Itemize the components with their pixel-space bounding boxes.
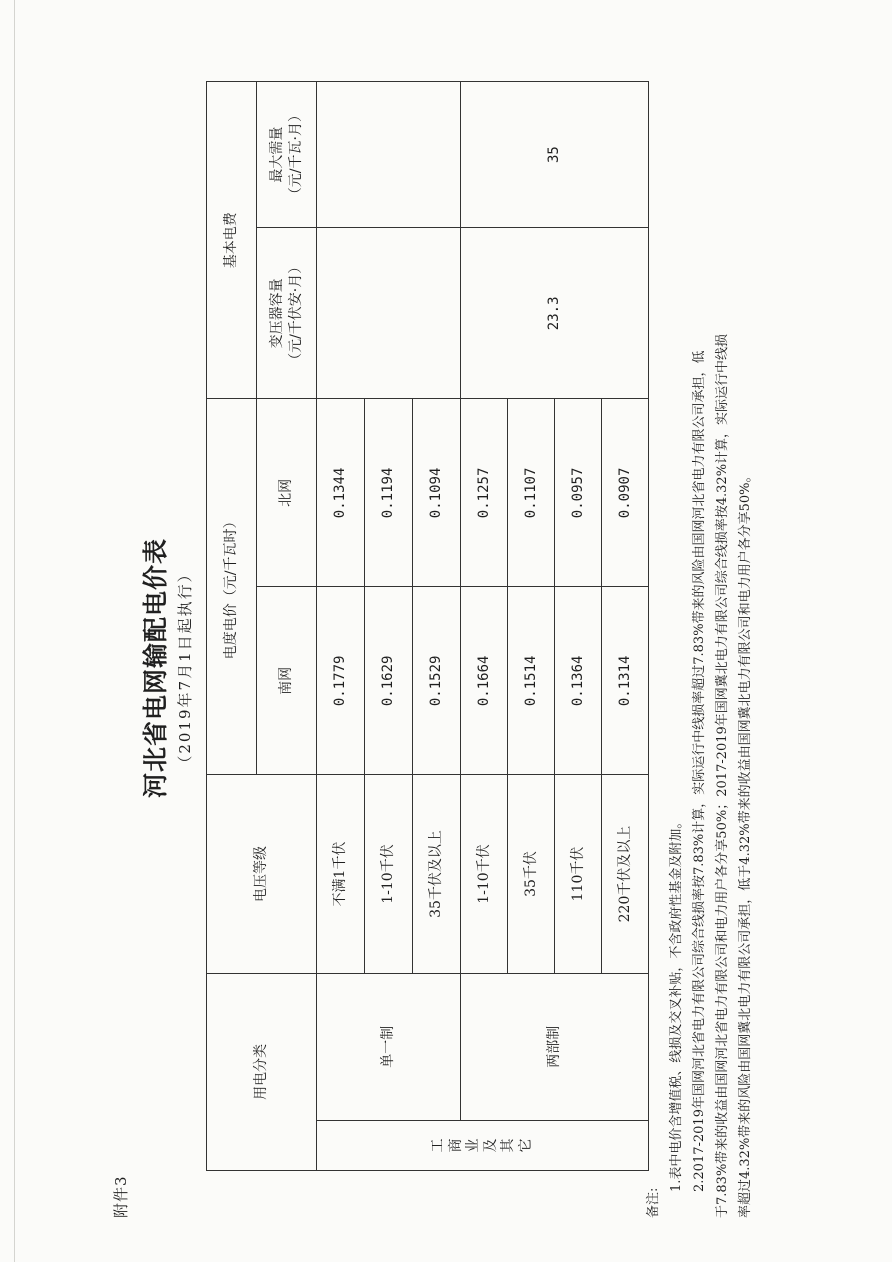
north-price-cell: 0.0907 [602, 399, 649, 587]
max-demand-price: 35 [461, 82, 649, 228]
header-transformer [257, 228, 317, 399]
note-line-1: 1.表中电价含增值税、线损及交叉补贴，不含政府性基金及附加。 [669, 815, 684, 1192]
scan-edge-line [14, 0, 15, 1262]
south-price-cell: 0.1514 [508, 587, 555, 775]
north-price-cell: 0.1344 [317, 399, 365, 587]
voltage-cell: 35千伏 [508, 775, 555, 973]
header-transformer-unit: （元/千伏安·月） [287, 259, 304, 367]
header-category: 用电分类 [207, 973, 317, 1170]
header-voltage: 电压等级 [207, 775, 317, 973]
note-line-3: 于7.83%带来的收益由国网河北省电力有限公司和电力用户各分享50%；2017-2019年国网冀北电力有限公司综合线损率按4.32%计算，实际运行中线损 [715, 333, 730, 1218]
single-demand-empty [317, 82, 461, 228]
voltage-cell: 1-10千伏 [365, 775, 413, 973]
voltage-cell: 1-10千伏 [461, 775, 508, 973]
attachment-label: 附件3 [112, 1175, 130, 1218]
south-price-cell: 0.1664 [461, 587, 508, 775]
header-transformer-title: 变压器容量 [269, 278, 286, 349]
transformer-capacity-price: 23.3 [461, 228, 649, 399]
category-main: 工商业及其它 [430, 1138, 534, 1153]
table-row [317, 82, 365, 1171]
voltage-cell: 35千伏及以上 [413, 775, 461, 973]
table-header-row-1 [207, 82, 257, 1171]
north-price-cell: 0.1257 [461, 399, 508, 587]
south-price-cell: 0.1529 [413, 587, 461, 775]
header-max-demand-unit: （元/千瓦·月） [287, 108, 304, 202]
single-system-label: 单一制 [317, 973, 461, 1120]
north-price-cell: 0.0957 [555, 399, 602, 587]
voltage-cell: 不满1千伏 [317, 775, 365, 973]
two-part-system-label: 两部制 [461, 973, 649, 1120]
category-main-cell [317, 1120, 649, 1170]
header-max-demand [257, 82, 317, 228]
note-line-2: 2.2017-2019年国网河北省电力有限公司综合线损率按7.83%计算，实际运行中线损率超过7.83%带来的风险由国网河北省电力有限公司承担，低 [692, 350, 707, 1192]
document-title: 河北省电网输配电价表 [141, 538, 170, 799]
south-price-cell: 0.1364 [555, 587, 602, 775]
south-price-cell: 0.1629 [365, 587, 413, 775]
rotated-document [96, 108, 753, 1218]
voltage-cell: 110千伏 [555, 775, 602, 973]
north-price-cell: 0.1094 [413, 399, 461, 587]
north-price-cell: 0.1107 [508, 399, 555, 587]
header-max-demand-title: 最大需量 [269, 126, 286, 183]
voltage-cell: 220千伏及以上 [602, 775, 649, 973]
header-basic-fee: 基本电费 [207, 82, 257, 399]
header-north: 北网 [257, 399, 317, 587]
single-transformer-empty [317, 228, 461, 399]
note-line-4: 率超过4.32%带来的风险由国网冀北电力有限公司承担，低于4.32%带来的收益由国网冀北电力有限公司和电力用户各分享50%。 [738, 469, 753, 1218]
south-price-cell: 0.1779 [317, 587, 365, 775]
header-south: 南网 [257, 587, 317, 775]
tariff-table [206, 81, 649, 1171]
south-price-cell: 0.1314 [602, 587, 649, 775]
north-price-cell: 0.1194 [365, 399, 413, 587]
header-energy-price: 电度电价（元/千瓦时） [207, 399, 257, 775]
document-subtitle: （2019年7月1日起执行） [176, 565, 194, 771]
notes-label: 备注: [646, 1187, 661, 1218]
table-row [461, 82, 508, 1171]
notes-section [642, 118, 757, 1218]
